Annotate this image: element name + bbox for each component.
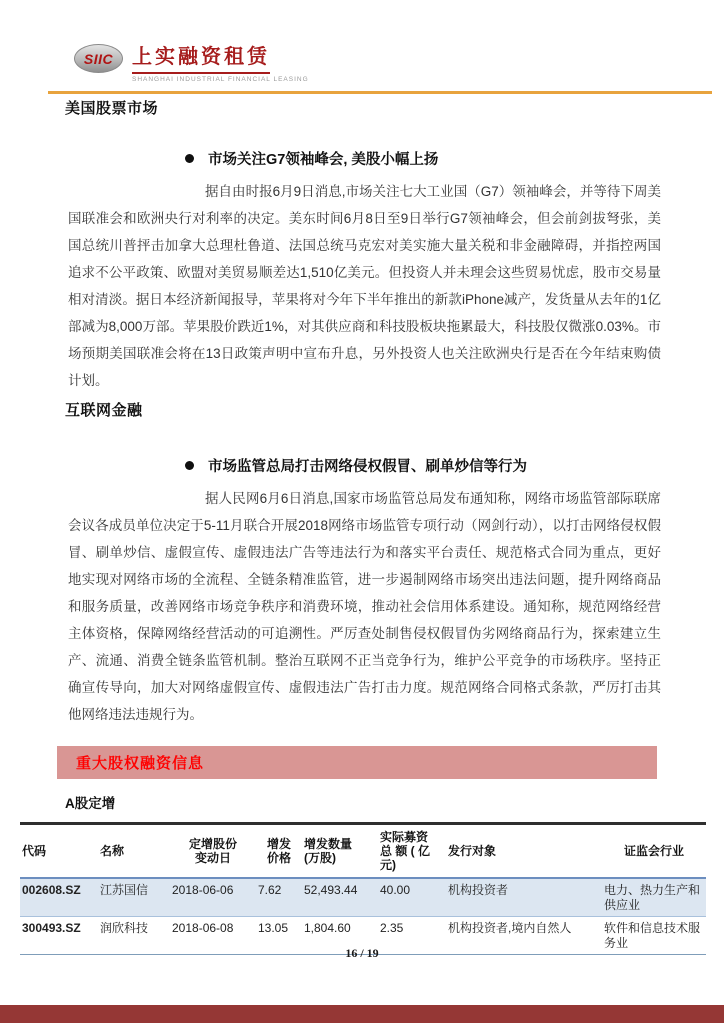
news-paragraph-us-stock-market: 据自由时报6月9日消息,市场关注七大工业国（G7）领袖峰会，并等待下周美国联准会和欧洲央行对利率的决定。美东时间6月8日至9日举行G7领袖峰会，但会前剑拔弩张，美国总统川普抨击加拿大总理杜鲁道、法国总统马克宏对美实施大量关税和非金融障碍，并指控两国追求不公平政策、欧盟对美贸易顺差达1,510亿美元。但投资人并未理会这些贸易忧虑，股市交易量相对清淡。据日本经济新闻报导，苹果将对今年下半年推出的新款iPhone减产，发货量从去年的1亿部减为8,000万部。苹果股价跌近1%，对其供应商和科技股板块拖累最大，科技股仅微涨0.03%。市场预期美国联准会将在13日政策声明中宣布升息，另外投资人也关注欧洲央行是否在今年结束购债计划。: [68, 184, 661, 388]
cell-issue-volume: 1,804.60: [302, 917, 378, 955]
cell-stock-code: 300493.SZ: [20, 917, 98, 955]
news-paragraph-internet-finance: 据人民网6月6日消息,国家市场监管总局发布通知称，网络市场监管部际联席会议各成员单位决定于5-11月联合开展2018网络市场监管专项行动（网剑行动），以打击网络侵权假冒、刷单炒信、虚假宣传、虚假违法广告等违法行为和落实平台责任、规范格式合同为重点，更好地实现对网络市场的全流程、全链条精准监管，进一步遏制网络市场突出违法问题，提升网络商品和服务质量，改善网络市场竞争秩序和消费环境，推动社会信用体系建设。通知称，规范网络经营主体资格，保障网络经营活动的可追溯性。严厉查处制售侵权假冒伪劣网络商品行为，探索建立生产、流通、消费全链条监管机制。整治互联网不正当竞争行为，维护公平竞争的市场秩序。坚持正确宣传导向，加大对网络虚假宣传、虚假违法广告打击力度。规范网络合同格式条款，严厉打击其他网络违法违规行为。: [68, 491, 661, 722]
cell-issue-target: 机构投资者: [446, 878, 602, 917]
cell-issue-price: 7.62: [256, 878, 302, 917]
column-header-issue-target: 发行对象: [446, 824, 602, 879]
column-header-actual-funds: 实际募资 总 额 ( 亿 元): [378, 824, 446, 879]
column-header-issue-price: 增发 价格: [256, 824, 302, 879]
headline-text: 市场关注G7领袖峰会, 美股小幅上扬: [208, 152, 439, 168]
cell-stock-name: 江苏国信: [98, 878, 170, 917]
column-header-csrc-industry: 证监会行业: [602, 824, 706, 879]
column-header-issue-volume: 增发数量 (万股): [302, 824, 378, 879]
section-title-us-stock-market: 美国股票市场: [65, 100, 159, 117]
header-rule: [48, 91, 712, 94]
cell-change-date: 2018-06-06: [170, 878, 256, 917]
cell-issue-volume: 52,493.44: [302, 878, 378, 917]
page-number: 16 / 19: [345, 946, 379, 960]
major-equity-financing-banner: [57, 746, 657, 779]
cell-csrc-industry: 电力、热力生产和供应业: [602, 878, 706, 917]
cell-issue-target: 机构投资者,境内自然人: [446, 917, 602, 955]
cell-stock-name: 润欣科技: [98, 917, 170, 955]
cell-actual-funds: 40.00: [378, 878, 446, 917]
company-name: 上实融资租赁: [132, 40, 270, 74]
bullet-icon: [185, 154, 194, 163]
siic-logo-icon: [74, 44, 123, 73]
column-header-name: 名称: [98, 824, 170, 879]
news-headline-market-regulation: [185, 455, 527, 476]
company-tagline: SHANGHAI INDUSTRIAL FINANCIAL LEASING: [132, 76, 309, 83]
cell-change-date: 2018-06-08: [170, 917, 256, 955]
company-logo: [74, 40, 309, 83]
cell-stock-code: 002608.SZ: [20, 878, 98, 917]
cell-csrc-industry: 软件和信息技术服务业: [602, 917, 706, 955]
footer-bar: [0, 1005, 724, 1023]
siic-logo-text: SIIC: [83, 50, 114, 67]
table-row: [20, 878, 706, 917]
column-header-change-date: 定增股份 变动日: [170, 824, 256, 879]
a-share-placement-table: [20, 822, 706, 955]
cell-issue-price: 13.05: [256, 917, 302, 955]
news-headline-g7-summit: [185, 148, 438, 169]
bullet-icon: [185, 461, 194, 470]
subtitle-a-share-placement: A股定增: [65, 796, 116, 811]
column-header-code: 代码: [20, 824, 98, 879]
banner-title: 重大股权融资信息: [76, 755, 205, 772]
section-title-internet-finance: 互联网金融: [65, 402, 143, 419]
table-header-row: [20, 824, 706, 879]
cell-actual-funds: 2.35: [378, 917, 446, 955]
headline-text: 市场监管总局打击网络侵权假冒、刷单炒信等行为: [208, 459, 527, 475]
logo-text-block: [132, 40, 309, 83]
